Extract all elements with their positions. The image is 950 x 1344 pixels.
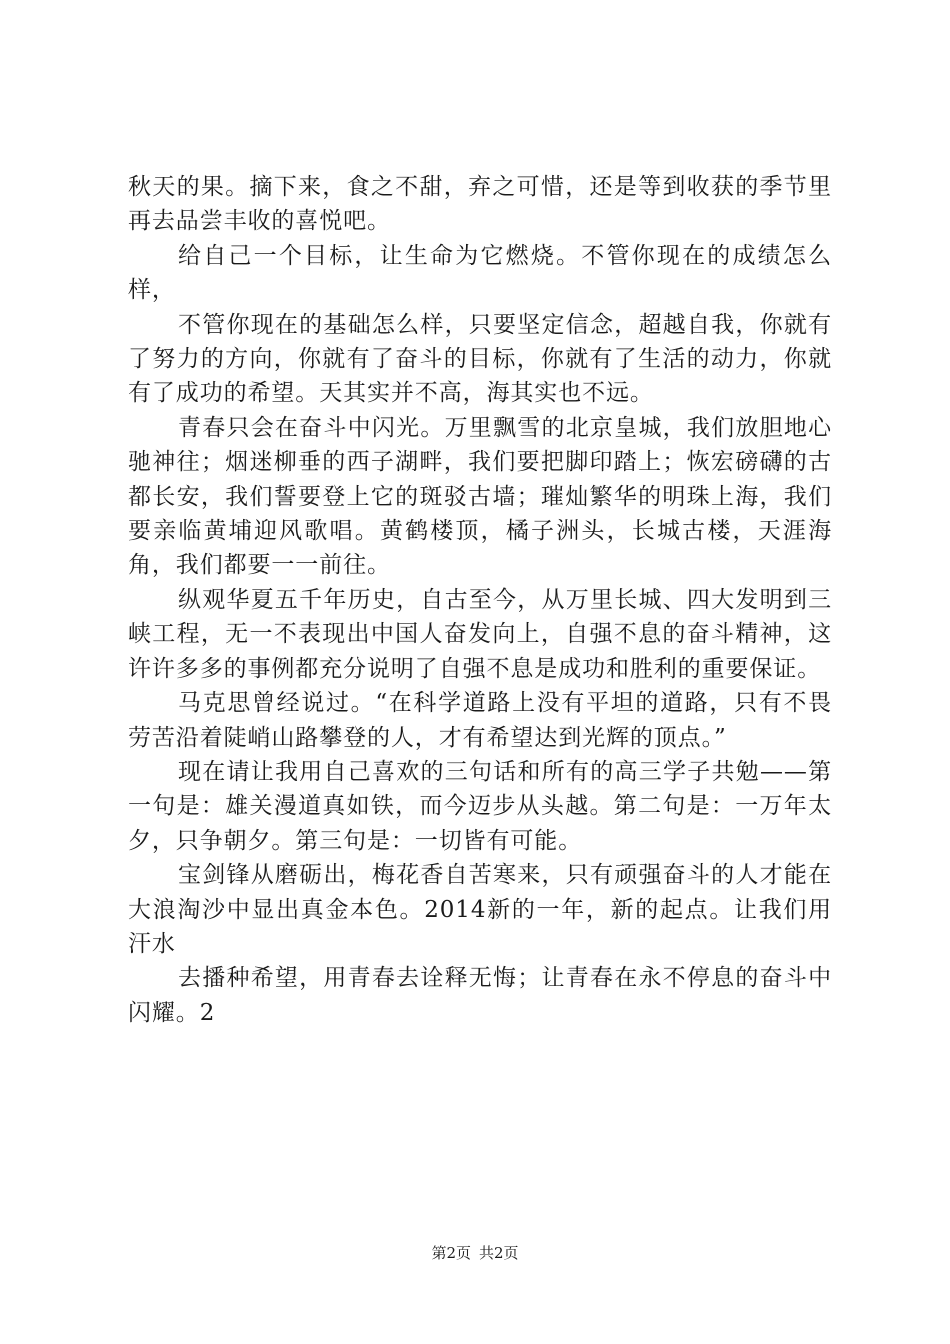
paragraph-8: 宝剑锋从磨砺出，梅花香自苦寒来，只有顽强奋斗的人才能在大浪淘沙中显出真金本色。2014新的一年，新的起点。让我们用汗水	[128, 862, 832, 957]
paragraph-7: 现在请让我用自己喜欢的三句话和所有的高三学子共勉——第一句是：雄关漫道真如铁，而今迈步从头越。第二句是：一万年太夕，只争朝夕。第三句是：一切皆有可能。	[128, 758, 832, 854]
paragraph-3: 不管你现在的基础怎么样，只要坚定信念，超越自我，你就有了努力的方向，你就有了奋斗的目标，你就有了生活的动力，你就有了成功的希望。天其实并不高，海其实也不远。	[128, 311, 832, 407]
paragraph-6: 马克思曾经说过。“在科学道路上没有平坦的道路，只有不畏劳苦沿着陡峭山路攀登的人，才有希望达到光辉的顶点。”	[128, 690, 832, 751]
paragraph-4: 青春只会在奋斗中闪光。万里飘雪的北京皇城，我们放胆地心驰神往；烟迷柳垂的西子湖畔，我们要把脚印踏上；恢宏磅礴的古都长安，我们誓要登上它的斑驳古墙；璀灿繁华的明珠上海，我们要亲临黄埔迎风歌唱。黄鹤楼顶，橘子洲头，长城古楼，天涯海角，我们都要一一前往。	[128, 414, 832, 579]
paragraph-2: 给自己一个目标，让生命为它燃烧。不管你现在的成绩怎么样，	[128, 242, 832, 304]
page-number-current: 第2页	[431, 1244, 471, 1262]
page-footer	[0, 1243, 950, 1263]
document-body	[128, 170, 832, 1030]
paragraph-9: 去播种希望，用青春去诠释无悔；让青春在永不停息的奋斗中闪耀。2	[128, 965, 832, 1026]
paragraph-1: 秋天的果。摘下来，食之不甜，弃之可惜，还是等到收获的季节里再去品尝丰收的喜悦吧。	[128, 174, 832, 235]
paragraph-5: 纵观华夏五千年历史，自古至今，从万里长城、四大发明到三峡工程，无一不表现出中国人奋发向上，自强不息的奋斗精神，这许许多多的事例都充分说明了自强不息是成功和胜利的重要保证。	[128, 586, 832, 682]
page-number-total: 共2页	[479, 1244, 519, 1262]
